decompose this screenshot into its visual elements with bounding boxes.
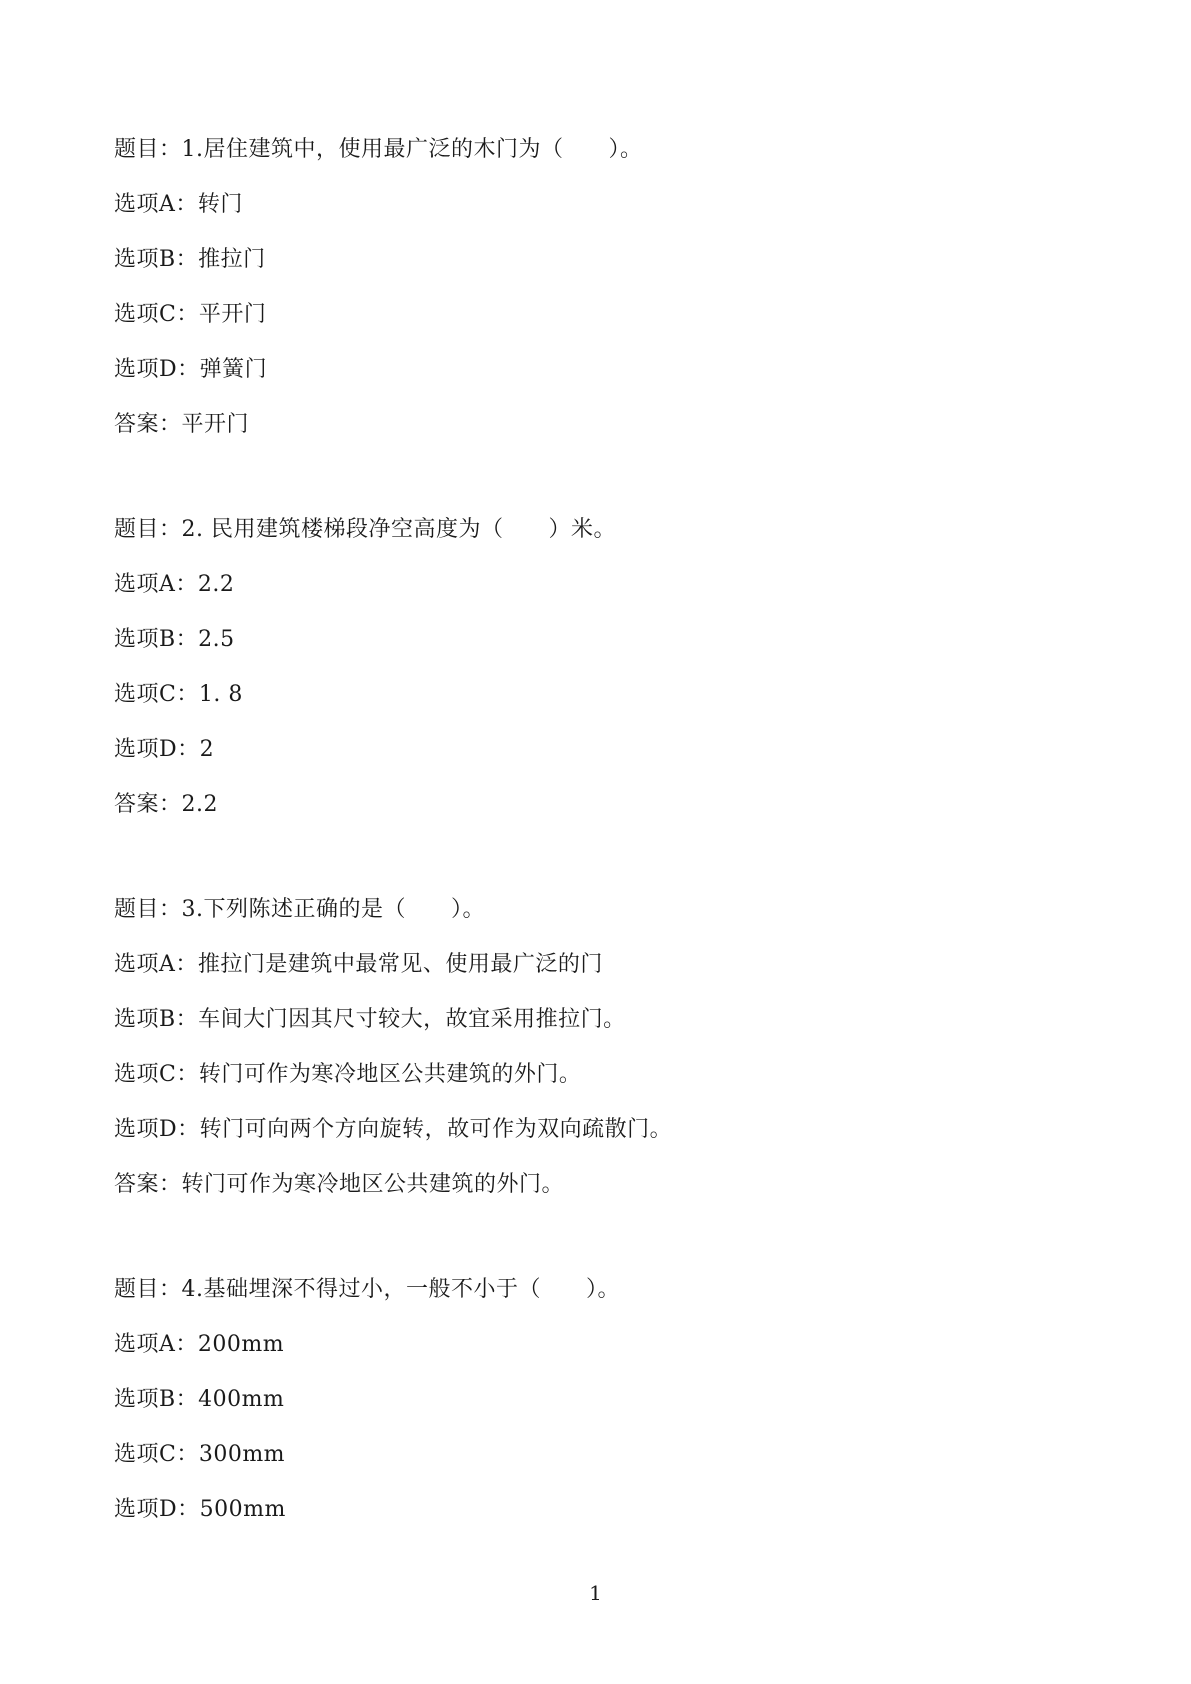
question-1-text: 题目：1.居住建筑中，使用最广泛的木门为（ ）。 [114, 137, 643, 162]
question-2-option-b: 选项B：2.5 [114, 627, 235, 652]
question-2-option-a: 选项A：2.2 [114, 572, 235, 597]
question-1-option-b: 选项B：推拉门 [114, 247, 266, 272]
page-number: 1 [589, 1581, 602, 1605]
question-2-option-d: 选项D：2 [114, 737, 215, 762]
question-3-option-d: 选项D：转门可向两个方向旋转，故可作为双向疏散门。 [114, 1117, 673, 1142]
question-3-text: 题目：3.下列陈述正确的是（ ）。 [114, 897, 485, 922]
question-4-option-d: 选项D：500mm [114, 1497, 286, 1522]
question-1-option-d: 选项D：弹簧门 [114, 357, 268, 382]
question-3-option-b: 选项B：车间大门因其尺寸较大，故宜采用推拉门。 [114, 1007, 626, 1032]
question-4-option-c: 选项C：300mm [114, 1442, 286, 1467]
question-2-answer: 答案：2.2 [114, 792, 218, 817]
question-1-answer: 答案：平开门 [114, 412, 250, 437]
question-2-option-c: 选项C：1. 8 [114, 682, 243, 707]
question-3-option-c: 选项C：转门可作为寒冷地区公共建筑的外门。 [114, 1062, 582, 1087]
question-3-option-a: 选项A：推拉门是建筑中最常见、使用最广泛的门 [114, 952, 603, 977]
question-3-answer: 答案：转门可作为寒冷地区公共建筑的外门。 [114, 1172, 565, 1197]
question-4-text: 题目：4.基础埋深不得过小，一般不小于（ ）。 [114, 1277, 620, 1302]
question-1-option-c: 选项C：平开门 [114, 302, 267, 327]
question-4-option-a: 选项A：200mm [114, 1332, 285, 1357]
question-4-option-b: 选项B：400mm [114, 1387, 285, 1412]
question-2-text: 题目：2. 民用建筑楼梯段净空高度为（ ）米。 [114, 517, 616, 542]
question-1-option-a: 选项A：转门 [114, 192, 243, 217]
